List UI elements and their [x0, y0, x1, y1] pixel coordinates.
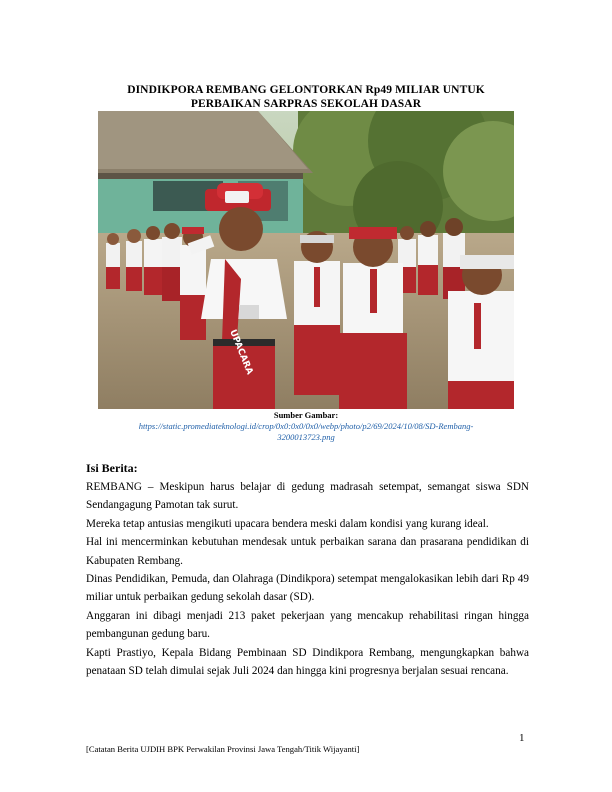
- page-number: 1: [519, 732, 525, 744]
- caption-source-link[interactable]: https://static.promediateknologi.id/crop/0x0:0x0/0x0/webp/photo/p2/69/2024/10/08/SD-Rembang-3200013723.png: [138, 421, 474, 442]
- image-caption: [60, 410, 552, 443]
- paragraph-4: Dinas Pendidikan, Pemuda, dan Olahraga (Dindikpora) setempat mengalokasikan lebih dari Rp 49 miliar untuk perbaikan gedung sekolah dasar (SD).: [86, 573, 529, 604]
- article-body: [86, 478, 529, 680]
- paragraph-5: Anggaran ini dibagi menjadi 213 paket pekerjaan yang mencakup rehabilitasi ringan hingga pembangunan gedung baru.: [86, 609, 529, 641]
- news-photo: [98, 111, 514, 409]
- title-line-1: DINDIKPORA REMBANG GELONTORKAN Rp49 MILIAR UNTUK: [127, 84, 485, 96]
- paragraph-2: Mereka tetap antusias mengikuti upacara bendera meski dalam kondisi yang kurang ideal.: [86, 517, 489, 530]
- title-line-2: PERBAIKAN SARPRAS SEKOLAH DASAR: [190, 97, 422, 110]
- caption-label: Sumber Gambar:: [273, 410, 339, 420]
- sash-text: UPACARA: [227, 328, 255, 377]
- document-title: [60, 84, 552, 111]
- paragraph-6: Kapti Prastiyo, Kepala Bidang Pembinaan SD Dindikpora Rembang, mengungkapkan bahwa penataan SD telah dimulai sejak Juli 2024 dan hingga kini progresnya berjalan sesuai rencana.: [86, 646, 529, 678]
- page-footer: [Catatan Berita UJDIH BPK Perwakilan Provinsi Jawa Tengah/Titik Wijayanti]: [86, 744, 360, 754]
- section-heading: Isi Berita:: [86, 461, 138, 475]
- paragraph-1: REMBANG – Meskipun harus belajar di gedung madrasah setempat, semangat siswa SDN Sendangagung Pamotan tak surut.: [86, 481, 529, 512]
- paragraph-3: Hal ini mencerminkan kebutuhan mendesak untuk perbaikan sarana dan prasarana pendidikan di Kabupaten Rembang.: [86, 536, 529, 567]
